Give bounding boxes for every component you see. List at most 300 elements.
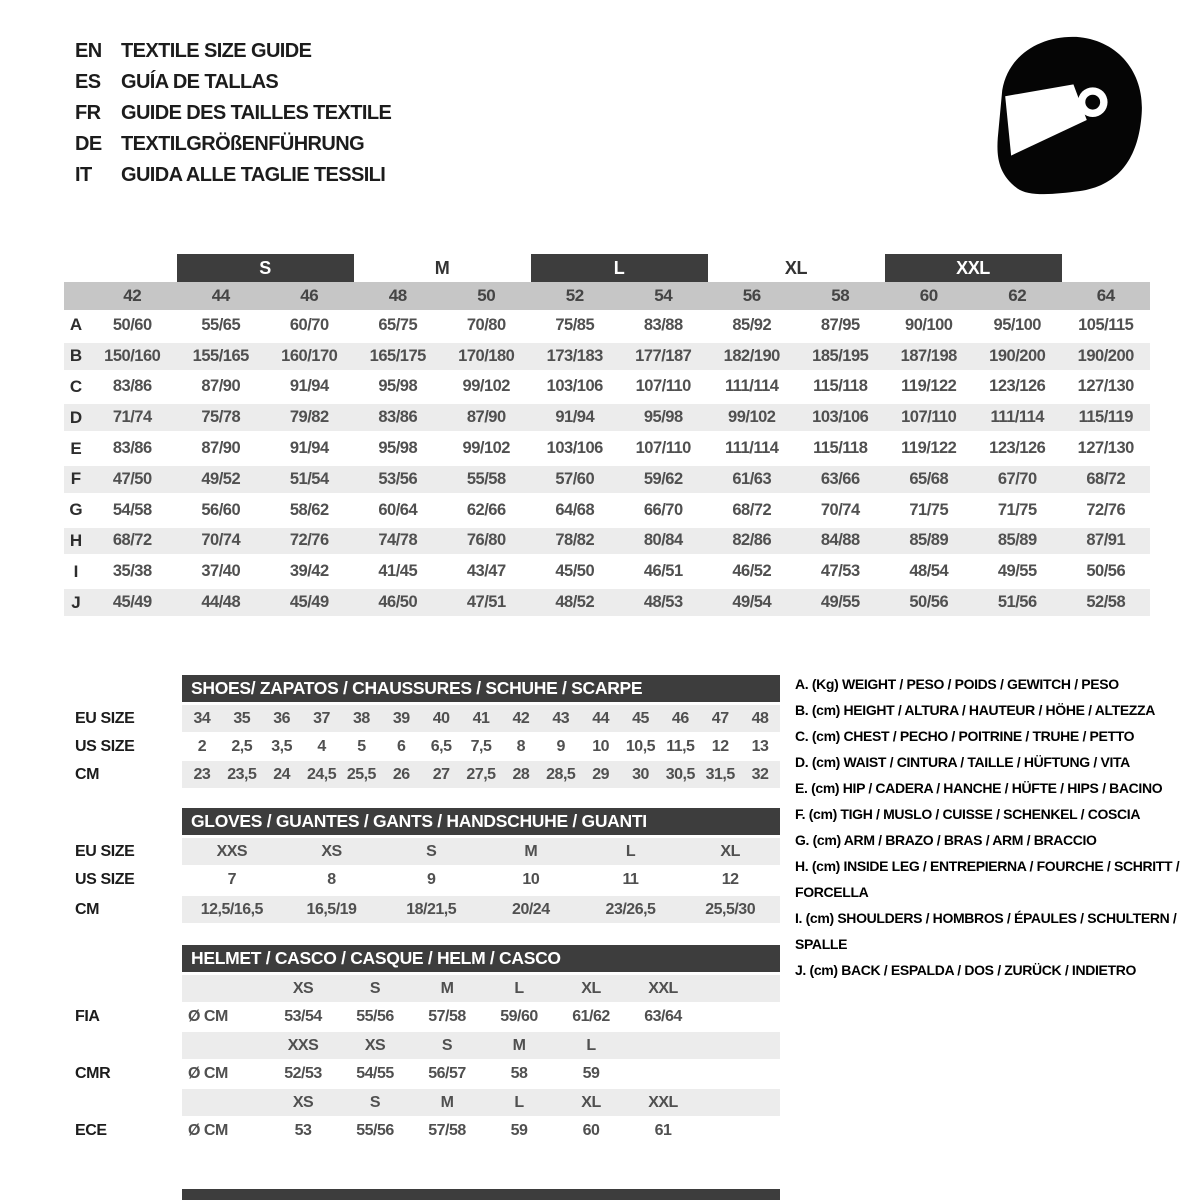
size-value: 187/198: [900, 346, 957, 365]
size-value: 65/75: [378, 315, 418, 334]
cell-value: 16,5/19: [306, 900, 357, 918]
numeric-size: 48: [388, 286, 407, 305]
cell-value: 42: [512, 709, 530, 727]
shoes-table-title: SHOES/ ZAPATOS / CHAUSSURES / SCHUHE / SCARPE: [182, 675, 780, 702]
legend-item: H. (cm) INSIDE LEG / ENTREPIERNA / FOURCHE / SCHRITT / FORCELLA: [795, 858, 1180, 900]
size-value: 84/88: [820, 531, 860, 550]
cell-value: 55/56: [356, 1007, 394, 1025]
cell-value: 47: [711, 709, 729, 727]
size-value: 49/52: [201, 469, 241, 488]
size-value: 91/94: [289, 377, 329, 396]
size-value: 50/60: [112, 315, 152, 334]
size-value: 61/63: [732, 469, 772, 488]
row-values: [182, 1003, 780, 1030]
cell-value: 59/60: [500, 1007, 538, 1025]
size-group-s: S: [177, 254, 354, 282]
size-value: 48/54: [909, 562, 949, 581]
size-value: 95/98: [643, 408, 683, 427]
legend: [795, 671, 1200, 983]
cell-value: 4: [317, 737, 326, 755]
size-value: 71/75: [909, 500, 949, 519]
size-labels: [182, 975, 780, 1002]
textile-row-f: [64, 464, 1150, 495]
row-label: F: [70, 469, 82, 489]
legend-item: C. (cm) CHEST / PECHO / POITRINE / TRUHE / PETTO: [795, 728, 1135, 744]
cell-value: 8: [327, 870, 336, 888]
cell-value: 9: [426, 870, 436, 888]
row-values: [182, 896, 780, 923]
size-value: 95/98: [378, 439, 418, 458]
cell-value: 63/64: [644, 1007, 682, 1025]
size-value: 53/56: [378, 469, 418, 488]
cell-value: 13: [751, 737, 769, 755]
cell-value: 41: [472, 709, 490, 727]
size-value: 115/119: [1078, 408, 1133, 427]
cell-value: 7: [227, 870, 237, 888]
size-value: 49/55: [820, 593, 860, 612]
size-value: 49/55: [997, 562, 1037, 581]
cell-value: 53/54: [284, 1007, 322, 1025]
size-value: 75/78: [201, 408, 241, 427]
row-values: [182, 733, 780, 760]
textile-row-h: [64, 526, 1150, 557]
gloves-table-title: GLOVES / GUANTES / GANTS / HANDSCHUHE / GUANTI: [182, 808, 780, 835]
size-group-m: M: [434, 257, 450, 278]
size-value: 76/80: [466, 531, 506, 550]
size-value: 64/68: [555, 500, 595, 519]
cell-value: 40: [432, 709, 450, 727]
cell-value: 54/55: [356, 1064, 394, 1082]
numeric-size: 54: [654, 286, 673, 305]
size-value: 83/86: [112, 377, 152, 396]
numeric-size: 56: [742, 286, 761, 305]
cell-value: 24,5: [306, 765, 337, 783]
size-value: 55/65: [201, 315, 241, 334]
size-value: 127/130: [1077, 439, 1134, 458]
size-value: 107/110: [635, 439, 691, 458]
size-value: 87/90: [466, 408, 506, 427]
size-group-l: L: [531, 254, 708, 282]
legend-item: F. (cm) TIGH / MUSLO / CUISSE / SCHENKEL / COSCIA: [795, 806, 1141, 822]
legend-item: I. (cm) SHOULDERS / HOMBROS / ÉPAULES / SCHULTERN / SPALLE: [795, 910, 1177, 952]
size-value: 48/52: [555, 593, 595, 612]
language-list: [75, 36, 391, 191]
cell-value: 36: [273, 709, 291, 727]
size-value: 105/115: [1078, 315, 1134, 334]
size-value: 87/90: [201, 439, 241, 458]
size-value: 83/88: [643, 315, 683, 334]
textile-row-g: [64, 495, 1150, 526]
numeric-size-row: [64, 282, 1150, 310]
size-value: 70/74: [201, 531, 241, 550]
cell-value: 58: [510, 1064, 528, 1082]
size-labels: [182, 1089, 780, 1116]
size-value: 87/95: [820, 315, 860, 334]
size-label: XXL: [648, 1093, 678, 1111]
cell-value: 12: [711, 737, 729, 755]
size-value: 160/170: [281, 346, 338, 365]
unit-cell: Ø CM: [188, 1121, 228, 1139]
size-value: 45/50: [555, 562, 595, 581]
cell-value: 10: [592, 737, 609, 755]
textile-row-j: [64, 587, 1150, 618]
cell-value: 23,5: [227, 765, 257, 783]
size-value: 165/175: [369, 346, 426, 365]
cell-value: 35: [233, 709, 251, 727]
language-code: FR: [75, 102, 101, 124]
size-value: 190/200: [989, 346, 1046, 365]
helmet-value-row: [0, 1060, 1200, 1087]
size-value: 71/75: [997, 500, 1037, 519]
legend-item: E. (cm) HIP / CADERA / HANCHE / HÜFTE / HIPS / BACINO: [795, 780, 1163, 796]
size-label: M: [512, 1036, 526, 1054]
row-label: CM: [75, 765, 100, 783]
size-value: 119/122: [901, 377, 957, 396]
textile-row-d: [64, 402, 1150, 433]
cell-value: 43: [552, 709, 570, 727]
language-text: GUIDA ALLE TAGLIE TESSILI: [121, 164, 386, 186]
cell-value: 7,5: [470, 737, 492, 755]
size-value: 68/72: [732, 500, 772, 519]
size-value: 91/94: [555, 408, 595, 427]
numeric-size: 62: [1008, 286, 1027, 305]
size-label: L: [514, 979, 524, 997]
size-value: 65/68: [909, 469, 949, 488]
cell-value: 60: [582, 1121, 600, 1139]
size-label: S: [369, 1093, 381, 1111]
numeric-size: 64: [1096, 286, 1115, 305]
size-value: 107/110: [635, 377, 691, 396]
row-values: [182, 705, 780, 732]
cell-value: 37: [313, 709, 330, 727]
size-value: 119/122: [901, 439, 957, 458]
size-value: 95/98: [378, 377, 418, 396]
language-text: TEXTILE SIZE GUIDE: [121, 40, 312, 62]
row-label: B: [69, 346, 83, 366]
row-label: CMR: [75, 1064, 111, 1082]
size-value: 99/102: [462, 377, 510, 396]
size-value: 155/165: [192, 346, 249, 365]
row-label: I: [73, 561, 79, 581]
size-value: 185/195: [812, 346, 869, 365]
cell-value: 52/53: [284, 1064, 322, 1082]
size-value: 67/70: [997, 469, 1037, 488]
cell-value: 3,5: [271, 737, 293, 755]
size-value: 55/58: [466, 469, 506, 488]
language-row: [75, 160, 391, 191]
size-value: 70/80: [466, 315, 506, 334]
legend-item: J. (cm) BACK / ESPALDA / DOS / ZURÜCK / INDIETRO: [795, 962, 1137, 978]
size-value: 37/40: [201, 562, 241, 581]
size-value: 115/118: [813, 377, 868, 396]
helmet-size-row: [0, 1089, 1200, 1116]
size-value: 95/100: [993, 315, 1041, 334]
cell-value: S: [426, 842, 437, 860]
cell-value: 23/26,5: [605, 900, 656, 918]
cropped-section-bar: [182, 1189, 780, 1200]
size-value: 46/51: [643, 562, 683, 581]
size-value: 50/56: [1086, 562, 1126, 581]
cell-value: 8: [516, 737, 526, 755]
textile-row-e: [64, 433, 1150, 464]
cell-value: 12: [721, 870, 739, 888]
cell-value: 23: [193, 765, 211, 783]
size-value: 85/92: [732, 315, 772, 334]
row-label: H: [69, 530, 83, 550]
size-value: 58/62: [289, 500, 329, 519]
size-value: 79/82: [289, 408, 329, 427]
row-label: J: [71, 592, 81, 612]
row-label: A: [69, 315, 83, 335]
cell-value: 56/57: [428, 1064, 466, 1082]
cell-value: 38: [352, 709, 370, 727]
size-value: 39/42: [289, 562, 329, 581]
unit-cell: Ø CM: [188, 1064, 228, 1082]
cell-value: 46: [671, 709, 689, 727]
cell-value: XXS: [216, 842, 248, 860]
language-text: TEXTILGRÖßENFÜHRUNG: [121, 133, 365, 155]
size-value: 150/160: [104, 346, 161, 365]
cell-value: 34: [193, 709, 211, 727]
size-value: 47/53: [820, 562, 860, 581]
row-label: ECE: [75, 1121, 107, 1139]
row-label: D: [69, 407, 83, 427]
cell-value: 61: [654, 1121, 672, 1139]
size-value: 51/56: [997, 593, 1037, 612]
cell-value: 26: [392, 765, 410, 783]
row-values: [182, 866, 780, 893]
cell-value: 9: [556, 737, 565, 755]
language-code: IT: [75, 164, 92, 186]
row-values: [182, 761, 780, 788]
size-value: 48/53: [643, 593, 683, 612]
size-label: XS: [364, 1036, 386, 1054]
size-value: 47/50: [112, 469, 152, 488]
size-value: 62/66: [466, 500, 506, 519]
size-label: S: [369, 979, 381, 997]
size-label: XL: [581, 979, 601, 997]
size-value: 90/100: [905, 315, 953, 334]
legend-item: A. (Kg) WEIGHT / PESO / POIDS / GEWITCH / PESO: [795, 676, 1119, 692]
numeric-size: 42: [123, 286, 142, 305]
size-value: 45/49: [289, 593, 329, 612]
size-value: 57/60: [555, 469, 595, 488]
size-value: 68/72: [112, 531, 152, 550]
size-value: 111/114: [725, 377, 779, 396]
textile-table: [64, 254, 1150, 618]
cell-value: 18/21,5: [406, 900, 457, 918]
cell-value: 2,5: [231, 737, 253, 755]
cell-value: 57/58: [428, 1007, 466, 1025]
size-value: 83/86: [112, 439, 152, 458]
cell-value: 39: [392, 709, 410, 727]
textile-row-c: [64, 372, 1150, 403]
size-value: 111/114: [990, 408, 1044, 427]
cell-value: 30: [632, 765, 649, 783]
size-value: 91/94: [289, 439, 329, 458]
size-value: 87/90: [201, 377, 241, 396]
cell-value: 45: [632, 709, 649, 727]
language-row: [75, 36, 391, 67]
textile-row-i: [64, 556, 1150, 587]
language-row: [75, 129, 391, 160]
cell-value: 29: [592, 765, 609, 783]
cell-value: 5: [357, 737, 366, 755]
helmet-table-title: HELMET / CASCO / CASQUE / HELM / CASCO: [182, 945, 780, 972]
size-value: 103/106: [812, 408, 869, 427]
language-code: ES: [75, 71, 101, 93]
size-value: 45/49: [112, 593, 152, 612]
size-value: 75/85: [555, 315, 595, 334]
size-value: 50/56: [909, 593, 949, 612]
racing-helmet-icon: [975, 28, 1160, 208]
size-value: 44/48: [201, 593, 241, 612]
size-value: 59/62: [643, 469, 683, 488]
size-label: S: [441, 1036, 453, 1054]
cell-value: 59: [510, 1121, 528, 1139]
cell-value: 25,5: [346, 765, 376, 783]
cell-value: XL: [720, 842, 740, 860]
numeric-size: 58: [831, 286, 850, 305]
size-label: XXL: [648, 979, 678, 997]
size-group-row: [64, 254, 1150, 282]
legend-item: G. (cm) ARM / BRAZO / BRAS / ARM / BRACCIO: [795, 832, 1097, 848]
size-value: 72/76: [289, 531, 329, 550]
row-values: [182, 1117, 780, 1144]
size-value: 182/190: [723, 346, 780, 365]
cell-value: XS: [321, 842, 342, 860]
size-value: 82/86: [732, 531, 772, 550]
size-value: 41/45: [378, 562, 418, 581]
size-value: 173/183: [546, 346, 603, 365]
helmet-size-row: [0, 1032, 1200, 1059]
row-values: [182, 1060, 780, 1087]
cell-value: 31,5: [705, 765, 735, 783]
size-value: 123/126: [989, 377, 1046, 396]
size-label: XS: [292, 1093, 314, 1111]
language-code: DE: [75, 133, 102, 155]
numeric-size: 52: [565, 286, 584, 305]
size-value: 51/54: [289, 469, 329, 488]
size-value: 190/200: [1077, 346, 1134, 365]
cell-value: 10,5: [625, 737, 656, 755]
cell-value: 24: [273, 765, 291, 783]
cell-value: 27: [432, 765, 450, 783]
numeric-size: 60: [919, 286, 938, 305]
size-value: 70/74: [820, 500, 860, 519]
cell-value: 25,5/30: [705, 900, 756, 918]
row-label: E: [70, 438, 82, 458]
row-label: C: [69, 376, 83, 396]
size-value: 72/76: [1086, 500, 1126, 519]
row-label: EU SIZE: [75, 842, 135, 860]
size-value: 49/54: [732, 593, 772, 612]
cell-value: 27,5: [466, 765, 496, 783]
helmet-value-row: [0, 1003, 1200, 1030]
language-row: [75, 67, 391, 98]
numeric-size: 46: [300, 286, 319, 305]
size-value: 47/51: [466, 593, 506, 612]
unit-cell: Ø CM: [188, 1007, 228, 1025]
cell-value: 61/62: [572, 1007, 610, 1025]
size-value: 68/72: [1086, 469, 1126, 488]
language-text: GUIDE DES TAILLES TEXTILE: [121, 102, 392, 124]
cell-value: 48: [751, 709, 769, 727]
cell-value: 11: [622, 870, 639, 888]
size-value: 87/91: [1086, 531, 1126, 550]
cell-value: 32: [751, 765, 769, 783]
size-value: 80/84: [643, 531, 683, 550]
size-value: 177/187: [635, 346, 692, 365]
textile-row-a: [64, 310, 1150, 341]
size-label: M: [440, 1093, 454, 1111]
size-label: XXS: [287, 1036, 319, 1054]
textile-row-b: [64, 341, 1150, 372]
row-label: US SIZE: [75, 737, 135, 755]
cell-value: 55/56: [356, 1121, 394, 1139]
size-value: 35/38: [112, 562, 152, 581]
size-value: 123/126: [989, 439, 1046, 458]
size-value: 54/58: [112, 500, 152, 519]
language-text: GUÍA DE TALLAS: [121, 71, 279, 93]
size-value: 46/50: [378, 593, 418, 612]
size-label: L: [586, 1036, 596, 1054]
size-label: M: [440, 979, 454, 997]
cell-value: 12,5/16,5: [200, 900, 263, 918]
size-value: 127/130: [1077, 377, 1134, 396]
size-label: XL: [581, 1093, 601, 1111]
size-value: 71/74: [112, 408, 152, 427]
size-value: 111/114: [725, 439, 779, 458]
cell-value: 10: [522, 870, 540, 888]
size-value: 115/118: [813, 439, 868, 458]
cell-value: 44: [592, 709, 609, 727]
cell-value: 57/58: [428, 1121, 466, 1139]
cell-value: 59: [582, 1064, 600, 1082]
size-value: 74/78: [378, 531, 418, 550]
row-label: US SIZE: [75, 870, 135, 888]
row-label: G: [69, 500, 83, 520]
cell-value: 2: [197, 737, 207, 755]
row-label: CM: [75, 900, 100, 918]
row-values: [182, 838, 780, 865]
row-label: FIA: [75, 1007, 100, 1025]
helmet-value-row: [0, 1117, 1200, 1144]
size-value: 107/110: [901, 408, 957, 427]
size-value: 63/66: [820, 469, 860, 488]
language-code: EN: [75, 40, 102, 62]
numeric-size: 50: [477, 286, 496, 305]
cell-value: 28,5: [546, 765, 576, 783]
size-value: 66/70: [643, 500, 683, 519]
size-value: 52/58: [1086, 593, 1126, 612]
cell-value: 6: [397, 737, 406, 755]
size-value: 85/89: [909, 531, 949, 550]
size-value: 99/102: [728, 408, 776, 427]
size-value: 43/47: [466, 562, 506, 581]
size-value: 78/82: [555, 531, 595, 550]
size-value: 56/60: [201, 500, 241, 519]
size-value: 170/180: [458, 346, 515, 365]
size-value: 99/102: [462, 439, 510, 458]
legend-item: D. (cm) WAIST / CINTURA / TAILLE / HÜFTUNG / VITA: [795, 754, 1130, 770]
size-label: L: [514, 1093, 524, 1111]
cell-value: 53: [294, 1121, 312, 1139]
cell-value: 28: [512, 765, 530, 783]
cell-value: L: [625, 842, 636, 860]
cell-value: M: [524, 842, 538, 860]
cell-value: 11,5: [666, 737, 695, 755]
